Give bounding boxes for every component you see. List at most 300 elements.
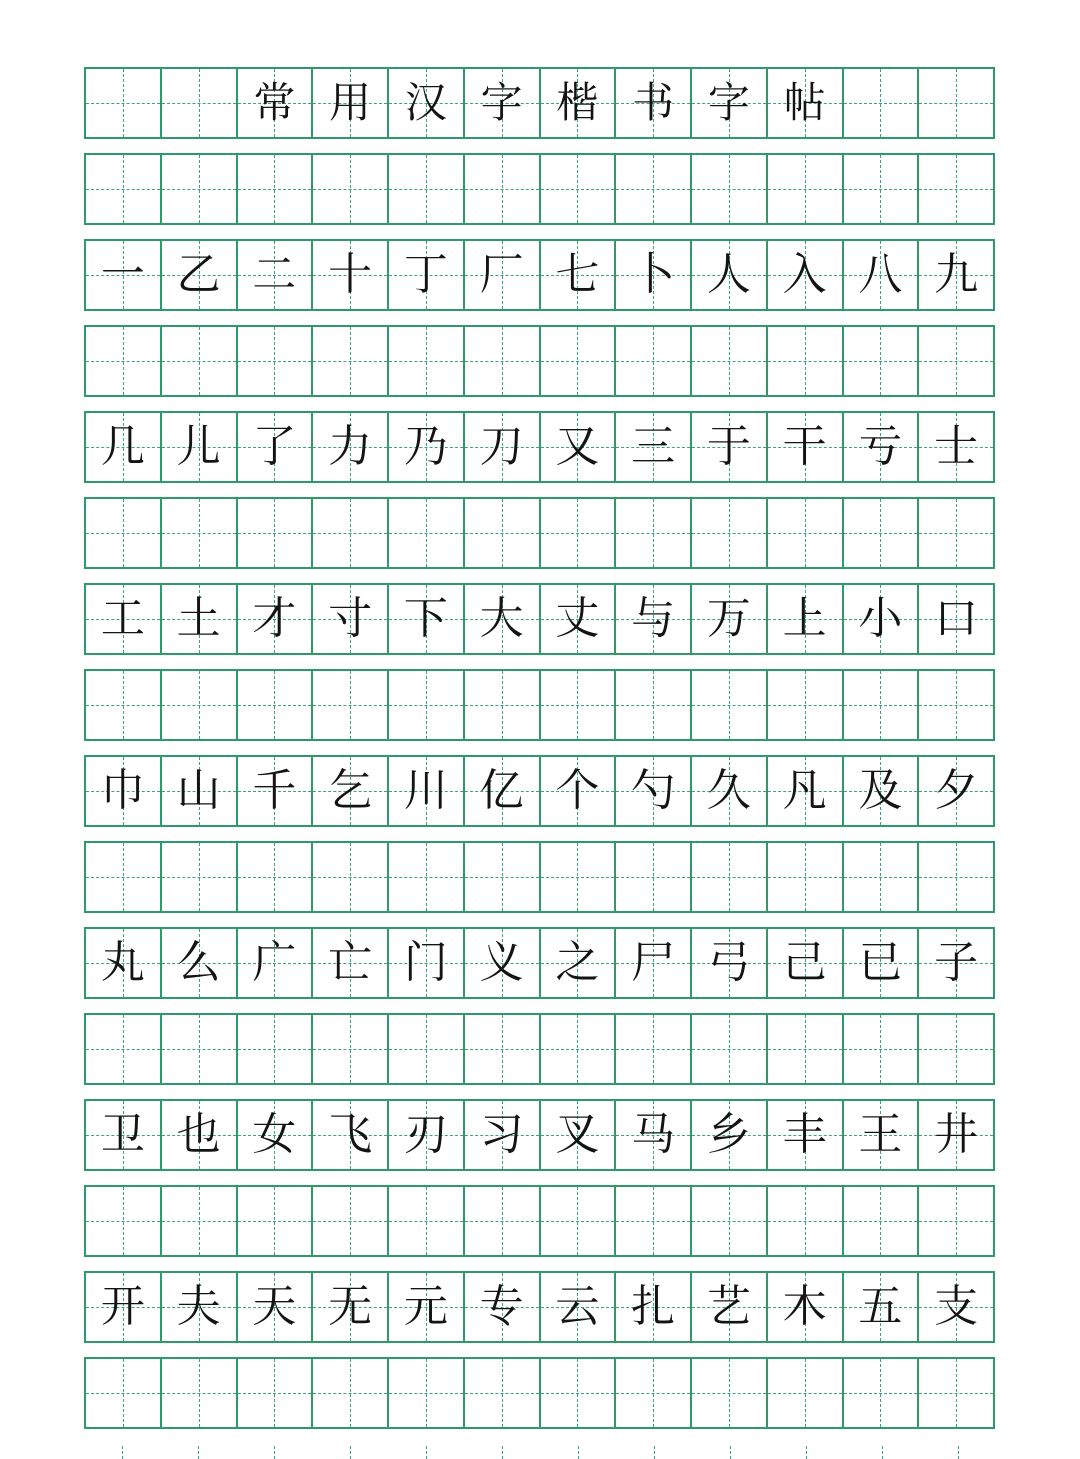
grid-cell: [844, 241, 920, 309]
grid-cell: [616, 413, 692, 481]
model-char: 刀: [479, 421, 524, 472]
model-char: 亡: [328, 937, 373, 988]
practice-row: [84, 325, 995, 397]
grid-cell: [389, 585, 465, 653]
practice-row: [84, 1357, 995, 1429]
grid-cell: [313, 1359, 389, 1427]
grid-cell: [768, 155, 844, 223]
model-char: 一: [100, 249, 145, 300]
model-char: 乙: [176, 249, 221, 300]
model-char: 勺: [631, 765, 676, 816]
grid-cell: [389, 69, 465, 137]
grid-cell: [313, 585, 389, 653]
model-char: 与: [631, 593, 676, 644]
grid-cell: [389, 413, 465, 481]
grid-cell: [389, 155, 465, 223]
grid-cell: [919, 1273, 995, 1341]
grid-cell: [616, 585, 692, 653]
model-char: 无: [328, 1281, 373, 1332]
grid-cell: [616, 1187, 692, 1255]
grid-cell: [313, 69, 389, 137]
model-char: 巾: [100, 765, 145, 816]
character-row: [84, 411, 995, 483]
guide-tail: [578, 1446, 579, 1459]
grid-cell: [692, 155, 768, 223]
grid-cell: [162, 155, 238, 223]
model-char: 力: [328, 421, 373, 472]
guide-tail: [730, 1446, 731, 1459]
model-char: 人: [706, 249, 751, 300]
model-char: 丈: [555, 593, 600, 644]
grid-cell: [389, 1187, 465, 1255]
model-char: 么: [176, 937, 221, 988]
grid-cell: [86, 241, 162, 309]
grid-cell: [162, 1015, 238, 1083]
grid-cell: [238, 929, 314, 997]
model-char: 卫: [100, 1109, 145, 1160]
grid-cell: [541, 499, 617, 567]
grid-cell: [919, 69, 995, 137]
character-row: [84, 583, 995, 655]
grid-cell: [86, 929, 162, 997]
grid-cell: [162, 241, 238, 309]
grid-cell: [313, 327, 389, 395]
model-char: 义: [479, 937, 524, 988]
grid-cell: [541, 1101, 617, 1169]
grid-cell: [541, 585, 617, 653]
model-char: 丰: [782, 1109, 827, 1160]
model-char: 又: [555, 421, 600, 472]
grid-cell: [465, 585, 541, 653]
grid-cell: [844, 1101, 920, 1169]
model-char: 九: [934, 249, 979, 300]
grid-cell: [162, 1273, 238, 1341]
grid-cell: [389, 671, 465, 739]
guide-tail: [274, 1446, 275, 1459]
grid-cell: [162, 69, 238, 137]
model-char: 丁: [403, 249, 448, 300]
grid-cell: [768, 499, 844, 567]
model-char: 土: [176, 593, 221, 644]
grid-cell: [541, 327, 617, 395]
grid-cell: [389, 499, 465, 567]
model-char: 士: [934, 421, 979, 472]
model-char: 夕: [934, 765, 979, 816]
grid-cell: [692, 241, 768, 309]
grid-cell: [465, 1187, 541, 1255]
grid-cell: [465, 1273, 541, 1341]
grid-cell: [541, 671, 617, 739]
grid-cell: [313, 1187, 389, 1255]
grid-cell: [616, 69, 692, 137]
grid-cell: [465, 241, 541, 309]
model-char: 亿: [479, 765, 524, 816]
grid-cell: [313, 499, 389, 567]
grid-cell: [919, 241, 995, 309]
model-char: 马: [631, 1109, 676, 1160]
model-char: 子: [934, 937, 979, 988]
grid-cell: [86, 327, 162, 395]
grid-cell: [919, 155, 995, 223]
grid-cell: [86, 499, 162, 567]
grid-cell: [313, 413, 389, 481]
grid-cell: [541, 843, 617, 911]
grid-cell: [768, 1015, 844, 1083]
grid-cell: [616, 241, 692, 309]
grid-cell: [844, 69, 920, 137]
model-char: 大: [479, 593, 524, 644]
grid-cell: [86, 1359, 162, 1427]
grid-cell: [692, 69, 768, 137]
guide-tail: [958, 1446, 959, 1459]
character-row: [84, 239, 995, 311]
grid-cell: [465, 1015, 541, 1083]
grid-cell: [768, 413, 844, 481]
grid-cell: [465, 155, 541, 223]
grid-cell: [162, 1359, 238, 1427]
guide-tail: [654, 1446, 655, 1459]
grid-cell: [86, 1101, 162, 1169]
grid-cell: [919, 1101, 995, 1169]
model-char: 扎: [631, 1281, 676, 1332]
grid-cell: [768, 1273, 844, 1341]
grid-cell: [389, 327, 465, 395]
model-char: 元: [403, 1281, 448, 1332]
title-char: 字: [480, 78, 523, 127]
grid-cell: [541, 929, 617, 997]
grid-cell: [768, 843, 844, 911]
model-char: 弓: [706, 937, 751, 988]
grid-cell: [313, 1101, 389, 1169]
model-char: 天: [252, 1281, 297, 1332]
grid-cell: [86, 413, 162, 481]
grid-cell: [465, 843, 541, 911]
model-char: 久: [706, 765, 751, 816]
grid-cell: [616, 929, 692, 997]
grid-cell: [919, 413, 995, 481]
grid-cell: [692, 1273, 768, 1341]
grid-cell: [616, 1273, 692, 1341]
grid-cell: [389, 1101, 465, 1169]
grid-cell: [919, 1015, 995, 1083]
grid-cell: [465, 757, 541, 825]
guide-tail: [198, 1446, 199, 1459]
model-char: 小: [858, 593, 903, 644]
model-char: 艺: [706, 1281, 751, 1332]
model-char: 下: [403, 593, 448, 644]
model-char: 七: [555, 249, 600, 300]
model-char: 之: [555, 937, 600, 988]
grid-cell: [389, 757, 465, 825]
title-char: 书: [632, 78, 675, 127]
grid-cell: [238, 69, 314, 137]
grid-cell: [465, 1101, 541, 1169]
model-char: 女: [252, 1109, 297, 1160]
practice-row: [84, 497, 995, 569]
grid-cell: [465, 69, 541, 137]
model-char: 夫: [176, 1281, 221, 1332]
grid-cell: [919, 499, 995, 567]
grid-cell: [541, 1015, 617, 1083]
model-char: 八: [858, 249, 903, 300]
grid-cell: [844, 757, 920, 825]
grid-cell: [238, 1359, 314, 1427]
grid-cell: [616, 1359, 692, 1427]
model-char: 于: [706, 421, 751, 472]
grid-cell: [238, 327, 314, 395]
grid-cell: [162, 757, 238, 825]
guide-tail: [502, 1446, 503, 1459]
grid-cell: [162, 1101, 238, 1169]
grid-cell: [844, 327, 920, 395]
grid-cell: [616, 499, 692, 567]
title-char: 用: [329, 78, 372, 127]
model-char: 万: [706, 593, 751, 644]
model-char: 支: [934, 1281, 979, 1332]
model-char: 亏: [858, 421, 903, 472]
model-char: 卜: [631, 249, 676, 300]
model-char: 几: [100, 421, 145, 472]
guide-tail: [122, 1446, 123, 1459]
grid-cell: [768, 1359, 844, 1427]
guide-tail: [426, 1446, 427, 1459]
grid-cell: [616, 1015, 692, 1083]
character-row: [84, 755, 995, 827]
grid-cell: [389, 929, 465, 997]
grid-cell: [844, 1273, 920, 1341]
grid-cell: [541, 1187, 617, 1255]
grid-cell: [541, 1359, 617, 1427]
grid-cell: [541, 241, 617, 309]
model-char: 了: [252, 421, 297, 472]
grid-cell: [692, 843, 768, 911]
model-char: 工: [100, 593, 145, 644]
model-char: 千: [252, 765, 297, 816]
grid-cell: [389, 241, 465, 309]
grid-cell: [313, 1015, 389, 1083]
grid-cell: [844, 1359, 920, 1427]
grid-cell: [86, 155, 162, 223]
model-char: 木: [782, 1281, 827, 1332]
grid-cell: [86, 843, 162, 911]
guide-tail: [350, 1446, 351, 1459]
grid-cell: [541, 1273, 617, 1341]
grid-cell: [692, 757, 768, 825]
grid-cell: [919, 671, 995, 739]
grid-cell: [919, 843, 995, 911]
model-char: 山: [176, 765, 221, 816]
grid-cell: [541, 413, 617, 481]
grid-cell: [768, 1101, 844, 1169]
grid-cell: [313, 757, 389, 825]
model-char: 丸: [100, 937, 145, 988]
grid-cell: [238, 843, 314, 911]
grid-cell: [465, 327, 541, 395]
grid-cell: [238, 155, 314, 223]
grid-cell: [313, 241, 389, 309]
model-char: 五: [858, 1281, 903, 1332]
grid-cell: [844, 671, 920, 739]
grid-cell: [238, 1187, 314, 1255]
grid-cell: [919, 585, 995, 653]
grid-cell: [238, 757, 314, 825]
grid-cell: [844, 585, 920, 653]
practice-row: [84, 1185, 995, 1257]
grid-cell: [768, 757, 844, 825]
grid-cell: [692, 929, 768, 997]
grid-cell: [389, 1273, 465, 1341]
model-char: 习: [479, 1109, 524, 1160]
model-char: 乃: [403, 421, 448, 472]
model-char: 凡: [782, 765, 827, 816]
practice-row: [84, 153, 995, 225]
model-char: 己: [782, 937, 827, 988]
model-char: 十: [328, 249, 373, 300]
grid-cell: [919, 1359, 995, 1427]
grid-cell: [768, 1187, 844, 1255]
model-char: 厂: [479, 249, 524, 300]
grid-cell: [616, 843, 692, 911]
grid-cell: [86, 69, 162, 137]
grid-cell: [844, 155, 920, 223]
title-char: 常: [253, 78, 296, 127]
grid-cell: [692, 585, 768, 653]
grid-cell: [86, 671, 162, 739]
grid-cell: [313, 1273, 389, 1341]
grid-cell: [844, 1015, 920, 1083]
grid-cell: [616, 671, 692, 739]
grid-cell: [465, 671, 541, 739]
grid-cell: [692, 1359, 768, 1427]
grid-cell: [465, 1359, 541, 1427]
model-char: 乞: [328, 765, 373, 816]
grid-cell: [313, 843, 389, 911]
model-char: 专: [479, 1281, 524, 1332]
model-char: 云: [555, 1281, 600, 1332]
grid-cell: [844, 413, 920, 481]
grid-cell: [465, 929, 541, 997]
grid-cell: [541, 155, 617, 223]
grid-cell: [162, 499, 238, 567]
model-char: 儿: [176, 421, 221, 472]
model-char: 上: [782, 593, 827, 644]
grid-cell: [541, 757, 617, 825]
grid-cell: [313, 671, 389, 739]
grid-cell: [238, 671, 314, 739]
grid-cell: [238, 499, 314, 567]
model-char: 井: [934, 1109, 979, 1160]
grid-cell: [162, 671, 238, 739]
grid-cell: [919, 929, 995, 997]
grid-cell: [162, 843, 238, 911]
grid-cell: [692, 327, 768, 395]
title-char: 楷: [556, 78, 599, 127]
practice-row: [84, 1013, 995, 1085]
model-char: 开: [100, 1281, 145, 1332]
title-char: 帖: [783, 78, 826, 127]
character-row: [84, 927, 995, 999]
model-char: 干: [782, 421, 827, 472]
grid-cell: [768, 671, 844, 739]
title-row: [84, 67, 995, 139]
grid-cell: [616, 327, 692, 395]
title-char: 汉: [404, 78, 447, 127]
guide-tail: [806, 1446, 807, 1459]
model-char: 寸: [328, 593, 373, 644]
grid-cell: [389, 1359, 465, 1427]
grid-cell: [162, 929, 238, 997]
grid-cell: [238, 1273, 314, 1341]
grid-cell: [768, 929, 844, 997]
model-char: 乡: [706, 1109, 751, 1160]
grid-cell: [238, 585, 314, 653]
model-char: 口: [934, 593, 979, 644]
model-char: 尸: [631, 937, 676, 988]
grid-cell: [616, 1101, 692, 1169]
model-char: 三: [631, 421, 676, 472]
model-char: 王: [858, 1109, 903, 1160]
grid-cell: [692, 1101, 768, 1169]
grid-cell: [616, 757, 692, 825]
grid-cell: [465, 499, 541, 567]
grid-cell: [389, 843, 465, 911]
grid-cell: [238, 413, 314, 481]
model-char: 飞: [328, 1109, 373, 1160]
model-char: 川: [403, 765, 448, 816]
grid-cell: [919, 1187, 995, 1255]
model-char: 入: [782, 249, 827, 300]
model-char: 刃: [403, 1109, 448, 1160]
grid-cell: [692, 1015, 768, 1083]
grid-cell: [389, 1015, 465, 1083]
grid-cell: [844, 1187, 920, 1255]
grid-cell: [86, 1273, 162, 1341]
grid-cell: [162, 585, 238, 653]
model-char: 二: [252, 249, 297, 300]
model-char: 广: [252, 937, 297, 988]
guide-tail: [882, 1446, 883, 1459]
grid-cell: [919, 757, 995, 825]
grid-cell: [768, 241, 844, 309]
grid-cell: [844, 929, 920, 997]
model-char: 已: [858, 937, 903, 988]
practice-row: [84, 841, 995, 913]
model-char: 门: [403, 937, 448, 988]
model-char: 及: [858, 765, 903, 816]
grid-cell: [238, 241, 314, 309]
grid-cell: [768, 585, 844, 653]
model-char: 叉: [555, 1109, 600, 1160]
grid-cell: [465, 413, 541, 481]
grid-cell: [844, 843, 920, 911]
model-char: 才: [252, 593, 297, 644]
grid-cell: [844, 499, 920, 567]
grid-cell: [86, 757, 162, 825]
practice-row: [84, 669, 995, 741]
grid-cell: [162, 327, 238, 395]
grid-cell: [162, 1187, 238, 1255]
grid-cell: [86, 585, 162, 653]
grid-cell: [692, 499, 768, 567]
grid-cell: [313, 929, 389, 997]
grid-cell: [238, 1015, 314, 1083]
grid-cell: [768, 69, 844, 137]
grid-cell: [768, 327, 844, 395]
grid-cell: [313, 155, 389, 223]
grid-cell: [692, 413, 768, 481]
character-row: [84, 1099, 995, 1171]
model-char: 个: [555, 765, 600, 816]
